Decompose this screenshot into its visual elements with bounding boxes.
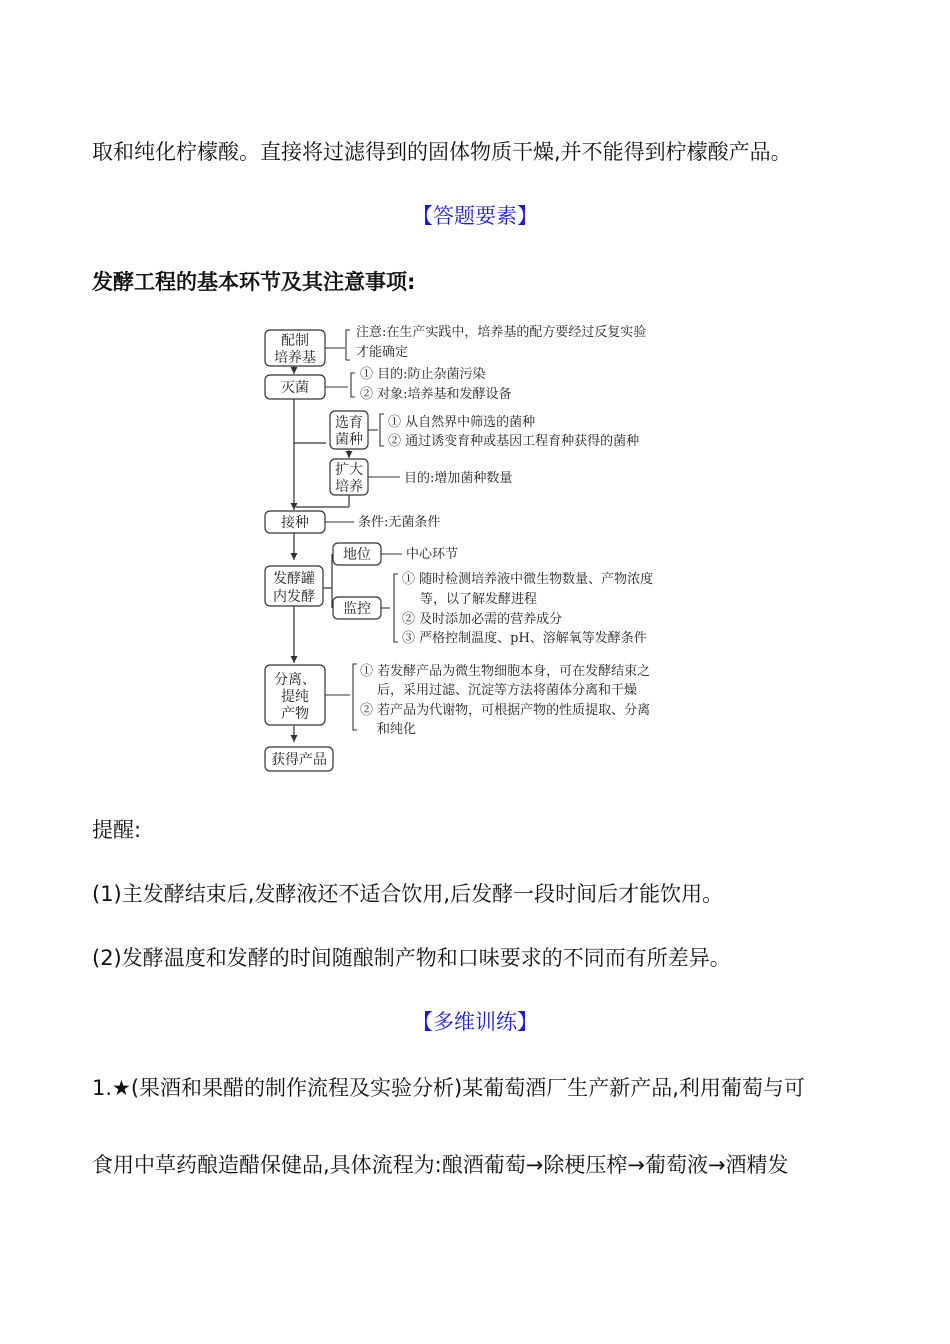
note-select-1: ① 从自然界中筛选的菌种 (388, 415, 536, 430)
note-expand: 目的:增加菌种数量 (404, 471, 513, 486)
question-line-2: 食用中草药酿造醋保健品,具体流程为:酿酒葡萄→除梗压榨→葡萄液→酒精发 (92, 1153, 789, 1177)
section-heading-multi-training: 【多维训练】 (412, 1010, 538, 1034)
label-tank-2: 内发酵 (273, 589, 315, 605)
note-separate-2: 后，采用过滤、沉淀等方法将菌体分离和干燥 (377, 683, 638, 698)
label-expand-1: 扩大 (335, 462, 363, 478)
reminder-2: (2)发酵温度和发酵的时间随酿制产物和口味要求的不同而有所差异。 (92, 946, 731, 970)
label-select-1: 选育 (335, 415, 363, 431)
label-prepare-2: 培养基 (274, 350, 316, 366)
label-select-2: 菌种 (335, 432, 363, 448)
fermentation-flowchart (0, 318, 950, 778)
note-inoculate: 条件:无菌条件 (358, 515, 441, 530)
label-monitor: 监控 (343, 601, 371, 617)
intro-line: 取和纯化柠檬酸。直接将过滤得到的固体物质干燥,并不能得到柠檬酸产品。 (92, 140, 792, 164)
note-monitor-3: ② 及时添加必需的营养成分 (402, 612, 563, 627)
note-prepare-2: 才能确定 (356, 345, 409, 360)
note-monitor-2: 等，以了解发酵进程 (420, 592, 538, 607)
note-sterilize-1: ① 目的:防止杂菌污染 (360, 367, 486, 382)
label-expand-2: 培养 (335, 479, 363, 495)
label-prepare-1: 配制 (281, 333, 309, 349)
note-monitor-1: ① 随时检测培养液中微生物数量、产物浓度 (402, 572, 654, 587)
label-position: 地位 (343, 547, 371, 563)
note-separate-4: 和纯化 (377, 722, 417, 737)
label-obtain: 获得产品 (271, 752, 327, 768)
section-heading-answer-elements: 【答题要素】 (412, 204, 538, 228)
reminder-label: 提醒: (92, 818, 142, 842)
label-tank-1: 发酵罐 (273, 571, 315, 587)
label-separate-3: 产物 (281, 706, 309, 722)
note-sterilize-2: ② 对象:培养基和发酵设备 (360, 387, 512, 402)
note-position: 中心环节 (406, 547, 459, 562)
note-separate-3: ② 若产品为代谢物，可根据产物的性质提取、分离 (360, 703, 651, 718)
reminder-1: (1)主发酵结束后,发酵液还不适合饮用,后发酵一段时间后才能饮用。 (92, 882, 724, 906)
section-title: 发酵工程的基本环节及其注意事项: (92, 270, 416, 294)
label-separate-1: 分离、 (274, 672, 316, 688)
label-sterilize: 灭菌 (281, 380, 309, 396)
question-line-1: 1.★(果酒和果醋的制作流程及实验分析)某葡萄酒厂生产新产品,利用葡萄与可 (92, 1076, 805, 1100)
label-separate-2: 提纯 (281, 689, 309, 705)
label-inoculate: 接种 (281, 515, 309, 531)
note-monitor-4: ③ 严格控制温度、pH、溶解氧等发酵条件 (402, 631, 647, 646)
note-separate-1: ① 若发酵产品为微生物细胞本身，可在发酵结束之 (360, 664, 651, 679)
note-select-2: ② 通过诱变育种或基因工程育种获得的菌种 (388, 434, 640, 449)
note-prepare-1: 注意:在生产实践中，培养基的配方要经过反复实验 (356, 325, 647, 340)
